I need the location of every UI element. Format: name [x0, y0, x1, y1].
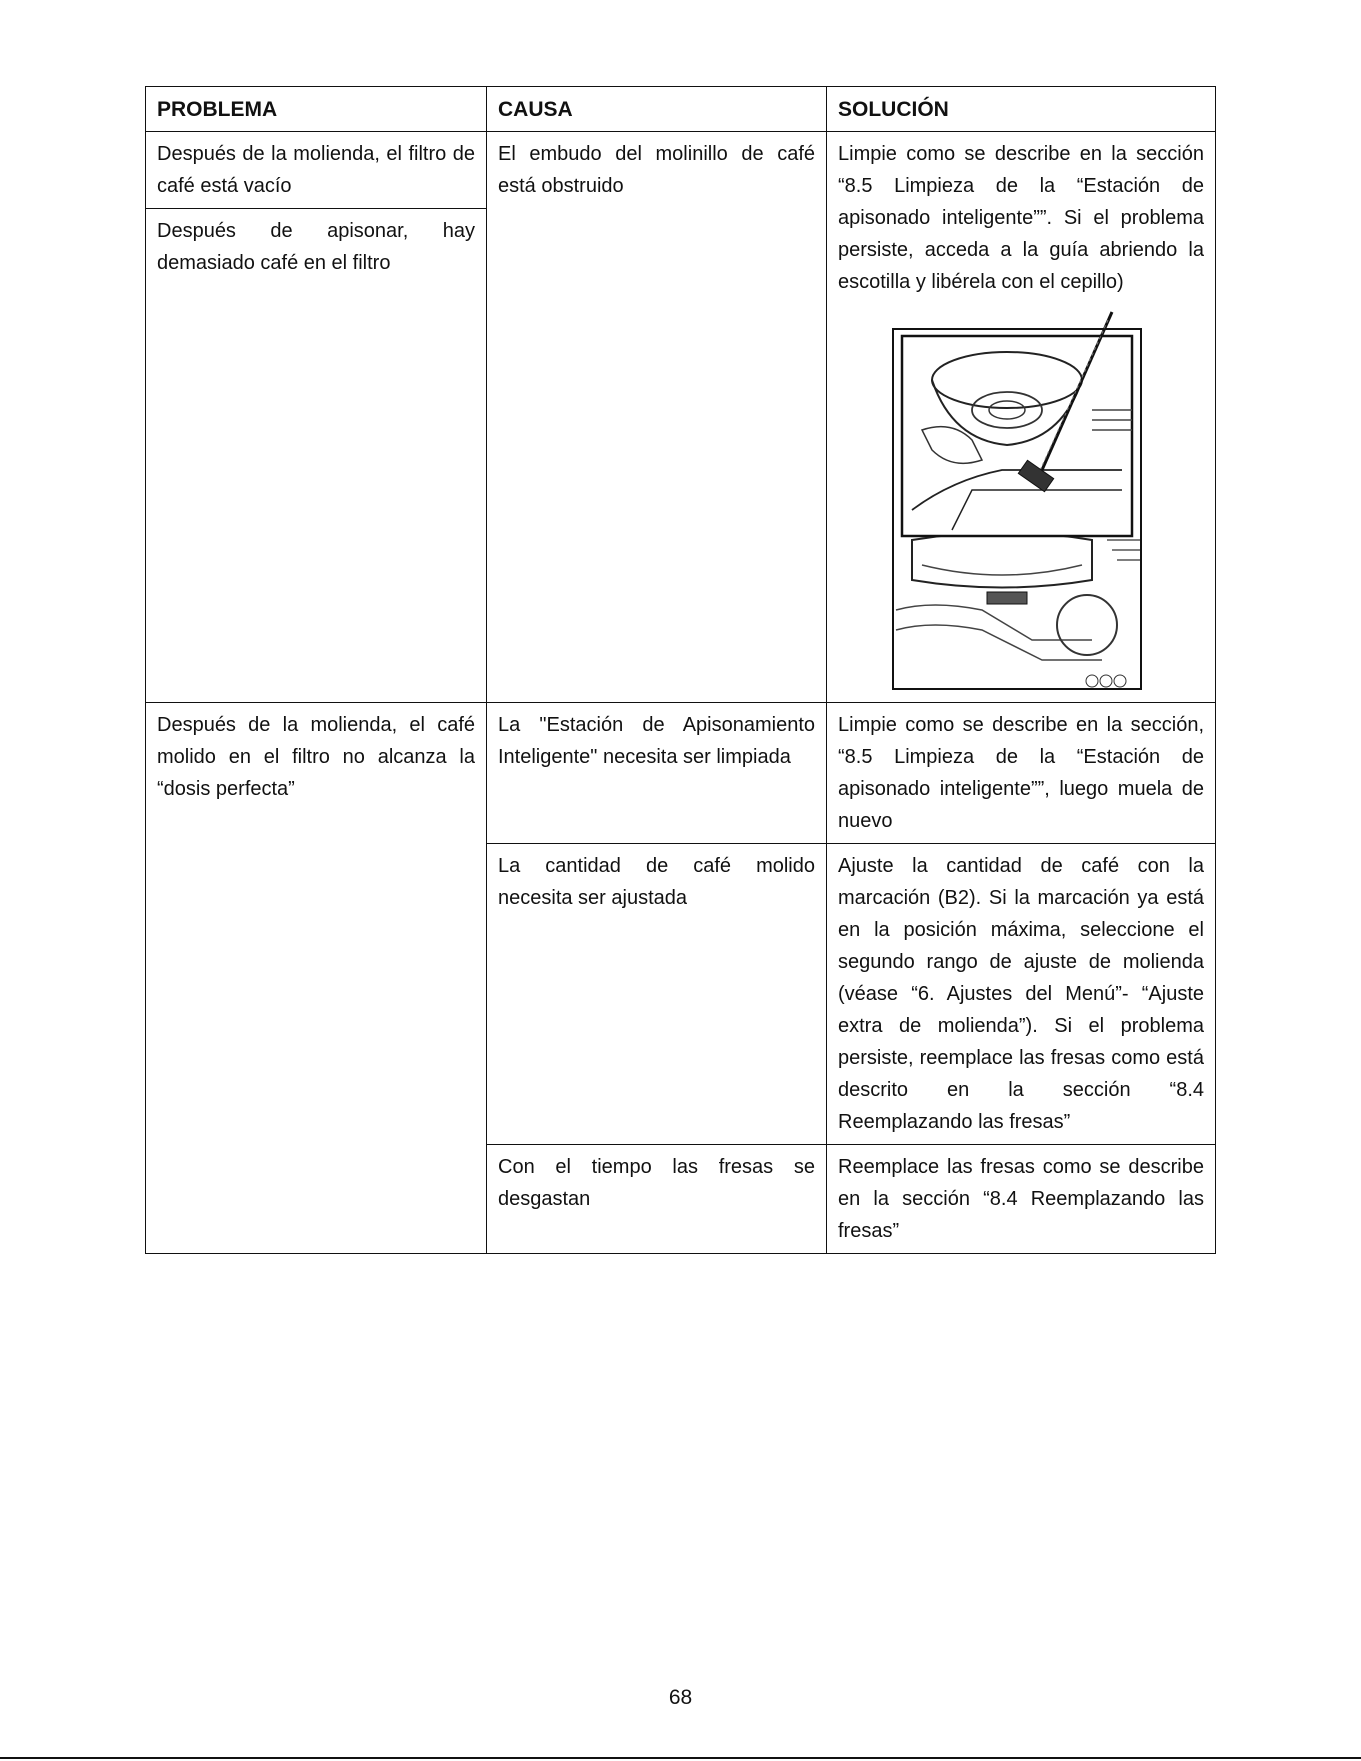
cause-cell: Con el tiempo las fresas se desgastan [487, 1145, 827, 1254]
header-solution: SOLUCIÓN [827, 87, 1216, 132]
table-row [146, 703, 1216, 844]
solution-cell: Ajuste la cantidad de café con la marcación (B2). Si la marcación ya está en la posición máxima, seleccione el segundo rango de ajuste de molienda (véase “6. Ajustes del Menú”- “Ajuste extra de molienda”). Si el problema persiste, reemplace las fresas como está descrito en la sección “8.4 Reemplazando las fresas” [827, 844, 1216, 1145]
solution-text: Limpie como se describe en la sección “8.5 Limpieza de la “Estación de apisonado inteligente””. Si el problema persiste, acceda a la guía abriendo la escotilla y libérela con el cepillo) [838, 143, 1204, 293]
table-row [146, 132, 1216, 703]
solution-cell: Limpie como se describe en la sección, “8.5 Limpieza de la “Estación de apisonado inteligente””, luego muela de nuevo [827, 703, 1216, 844]
table-header-row [146, 87, 1216, 132]
page-bottom-rule [0, 1757, 1361, 1759]
cause-cell: La "Estación de Apisonamiento Inteligente" necesita ser limpiada [487, 703, 827, 844]
problem-text: Después de apisonar, hay demasiado café en el filtro [146, 208, 486, 285]
solution-cell [827, 132, 1216, 703]
problem-cell: Después de la molienda, el café molido en el filtro no alcanza la “dosis perfecta” [146, 703, 487, 1254]
grinder-chute-brush-illustration [892, 310, 1144, 690]
troubleshooting-table [145, 86, 1216, 1254]
cause-cell: El embudo del molinillo de café está obstruido [487, 132, 827, 703]
problem-text: Después de la molienda, el filtro de café está vacío [157, 143, 475, 197]
cause-cell: La cantidad de café molido necesita ser ajustada [487, 844, 827, 1145]
problem-cell [146, 132, 487, 703]
solution-cell: Reemplace las fresas como se describe en la sección “8.4 Reemplazando las fresas” [827, 1145, 1216, 1254]
header-problem: PROBLEMA [146, 87, 487, 132]
page-number: 68 [668, 1686, 693, 1709]
header-cause: CAUSA [487, 87, 827, 132]
